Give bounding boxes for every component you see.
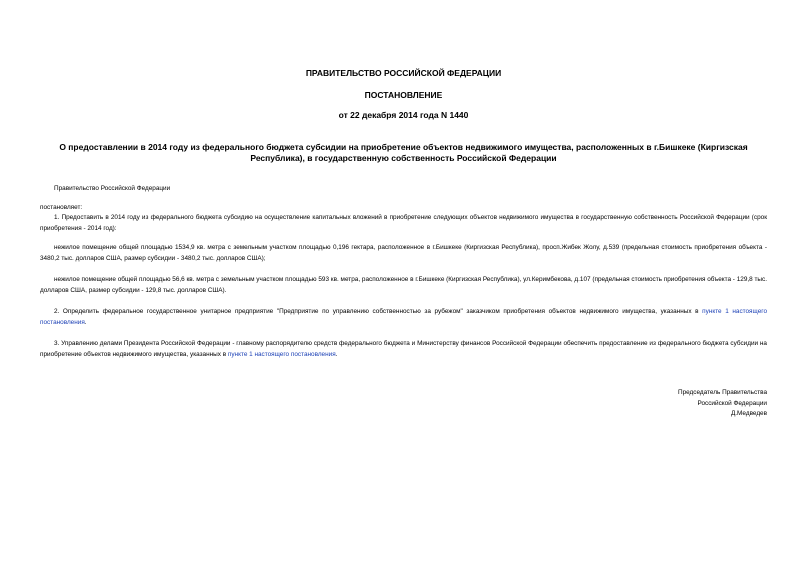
signature-org: Российской Федерации	[697, 399, 767, 407]
document-title: О предоставлении в 2014 году из федерального бюджета субсидии на приобретение объектов недвижимого имущества, расположенных в г.Бишкеке (Киргизская Республика), в государственную собственность Российской Федерации	[59, 142, 748, 163]
paragraph-3-end: .	[335, 350, 338, 358]
paragraph-3	[40, 339, 767, 360]
paragraph-2-end: .	[84, 318, 87, 326]
paragraph-3-link[interactable]: пункте 1 настоящего постановления	[227, 350, 336, 358]
document-date-number: от 22 декабря 2014 года N 1440	[338, 110, 469, 120]
intro-paragraph: Правительство Российской Федерации	[54, 185, 171, 192]
paragraph-1: 1. Предоставить в 2014 году из федерального бюджета субсидию на осуществление капитальных вложений в приобретение следующих объектов недвижимого имущества в государственную собственность Российской Федерации (срок приобретения - 2014 год):	[40, 214, 767, 232]
paragraph-1a: нежилое помещение общей площадью 1534,9 кв. метра с земельным участком площадью 0,196 гектара, расположенное в г.Бишкеке (Киргизская Республика), просп.Жибек Жолу, д.539 (предельная стоимость приобретения объекта - 3480,2 тыс. долларов США, размер субсидии - 3480,2 тыс. долларов США);	[40, 244, 767, 262]
paragraph-1b: нежилое помещение общей площадью 56,6 кв. метра с земельным участком площадью 593 кв. метра, расположенное в г.Бишкеке (Киргизская Республика), ул.Керимбекова, д.107 (предельная стоимость приобретения объекта - 129,8 тыс. долларов США, размер субсидии - 129,8 тыс. долларов США).	[40, 276, 767, 294]
signature-block	[678, 388, 767, 420]
paragraph-2	[40, 307, 767, 328]
paragraph-3-text: 3. Управлению делами Президента Российской Федерации - главному распорядителю средств федерального бюджета и Министерству финансов Российской Федерации обеспечить предоставление из федерального бюджета субсидии на приобретение объектов недвижимого имущества, указанных в	[40, 340, 767, 358]
decides-paragraph: постановляет:	[40, 204, 83, 211]
government-heading: ПРАВИТЕЛЬСТВО РОССИЙСКОЙ ФЕДЕРАЦИИ	[305, 68, 502, 78]
paragraph-2-link[interactable]: пункте 1 настоящего постановления	[40, 308, 768, 326]
signature-title: Председатель Правительства	[678, 389, 767, 396]
signature-name: Д.Медведев	[730, 410, 767, 417]
document-type: ПОСТАНОВЛЕНИЕ	[364, 90, 443, 100]
paragraph-2-text: 2. Определить федеральное государственное унитарное предприятие "Предприятие по управлению собственностью за рубежом" заказчиком приобретения объектов недвижимого имущества, указанных в	[54, 308, 703, 315]
